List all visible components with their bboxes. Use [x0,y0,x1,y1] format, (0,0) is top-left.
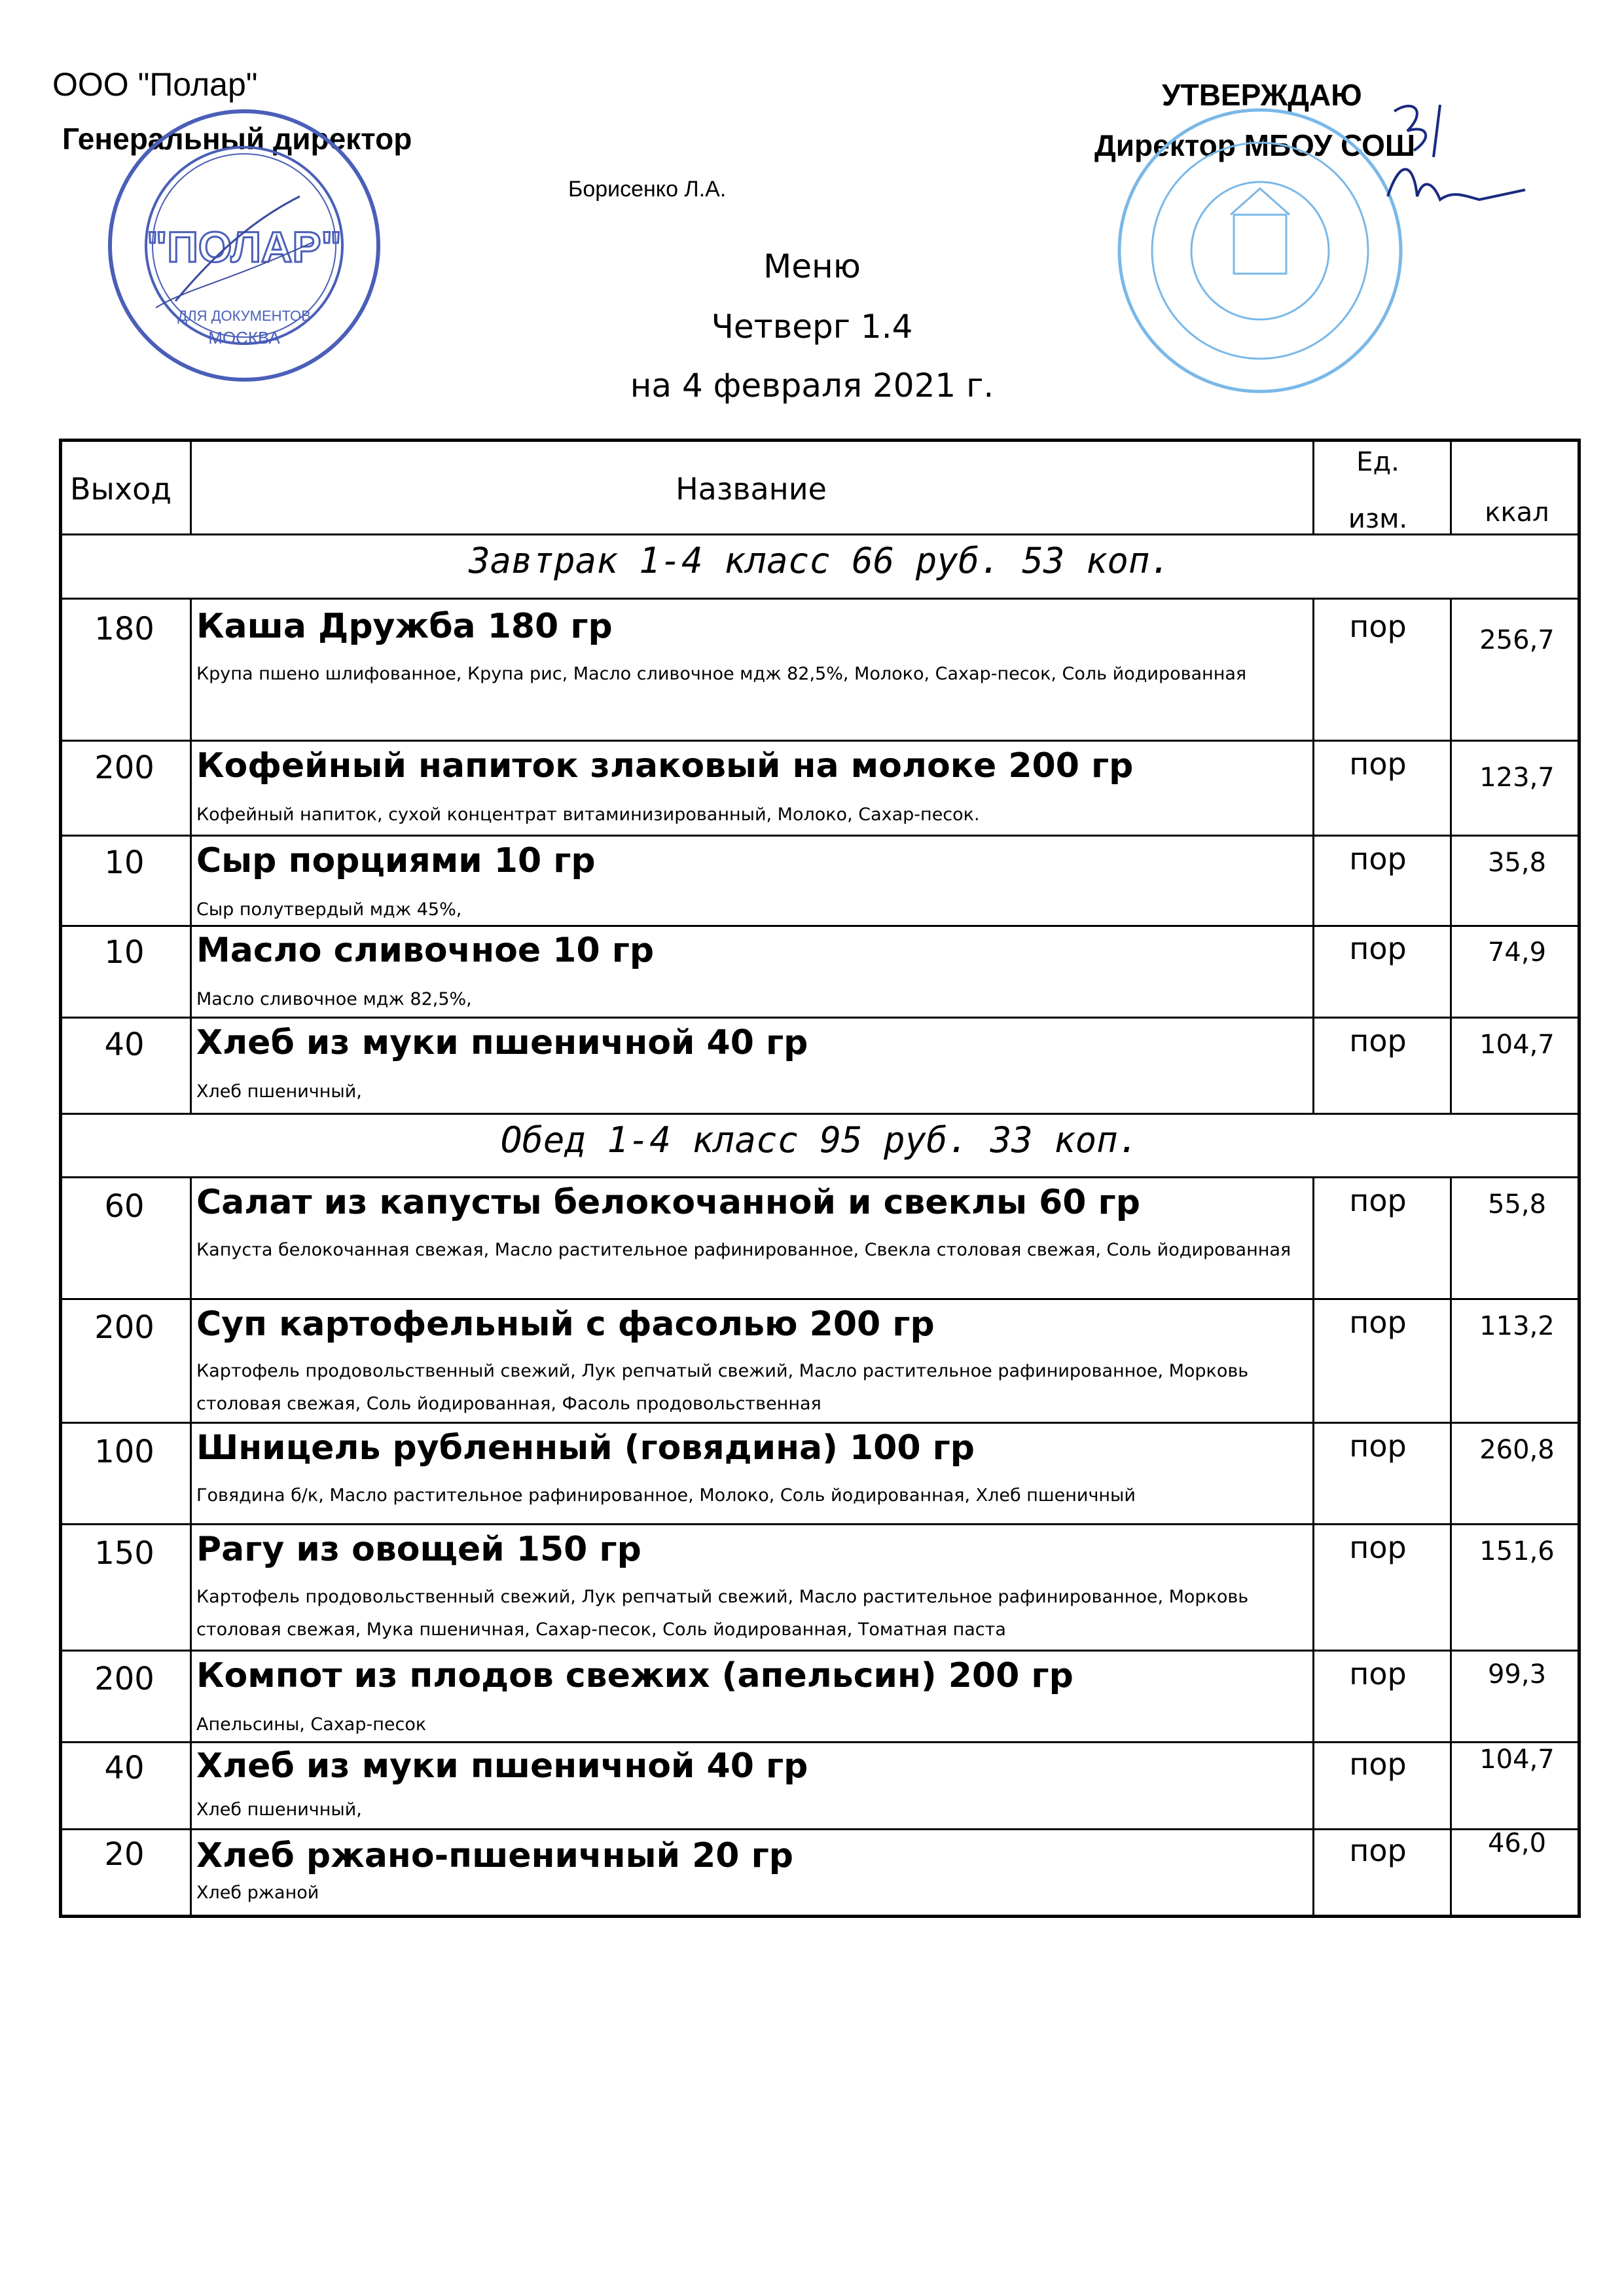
dish-name: Салат из капусты белокочанной и свеклы 60 гр [196,1183,1140,1222]
row-out: 200 [94,1661,154,1697]
company-stamp [97,92,391,399]
dish-name: Хлеб из муки пшеничной 40 гр [196,1023,808,1062]
dish-name: Сыр порциями 10 гр [196,841,596,880]
row-out: 200 [94,1309,154,1346]
section-breakfast-title: Завтрак 1-4 класс 66 руб. 53 коп. [469,540,1171,581]
dish-name: Компот из плодов свежих (апельсин) 200 гр [196,1656,1074,1695]
stamp-left-city: МОСКВА [208,328,280,348]
section-lunch-title: Обед 1-4 класс 95 руб. 33 коп. [500,1119,1140,1161]
dish-ingredients: Хлеб пшеничный, [196,1081,362,1102]
organization-name: ООО "Полар" [52,66,258,103]
row-kcal: 99,3 [1487,1659,1547,1690]
col-header-kcal: ккал [1485,497,1549,528]
row-kcal: 260,8 [1479,1435,1555,1465]
row-kcal: 123,7 [1479,763,1555,793]
dish-ingredients: Сыр полутвердый мдж 45%, [196,899,462,920]
row-kcal: 104,7 [1479,1030,1555,1060]
dish-ingredients: Апельсины, Сахар-песок [196,1714,427,1735]
row-unit: пор [1349,1428,1407,1464]
row-unit: пор [1349,1305,1407,1340]
col-header-name: Название [676,471,827,507]
dish-name: Рагу из овощей 150 гр [196,1530,641,1569]
row-kcal: 256,7 [1479,625,1555,655]
row-out: 180 [94,611,154,647]
col-header-out: Выход [70,471,172,507]
dish-ingredients: Масло сливочное мдж 82,5%, [196,989,472,1009]
col-header-unit-2: изм. [1348,504,1408,534]
row-out: 200 [94,750,154,786]
dish-name: Суп картофельный с фасолью 200 гр [196,1305,935,1344]
row-unit: пор [1349,746,1407,782]
row-unit: пор [1349,1530,1407,1565]
approve-label: УТВЕРЖДАЮ [1162,78,1362,112]
dish-ingredients: Кофейный напиток, сухой концентрат витаминизированный, Молоко, Сахар-песок. [196,804,980,825]
dish-name: Масло сливочное 10 гр [196,931,655,970]
dish-name: Хлеб из муки пшеничной 40 гр [196,1746,808,1786]
row-out: 20 [104,1836,145,1873]
signatory-name: Борисенко Л.А. [568,177,727,202]
dish-ingredients: Хлеб ржаной [196,1883,319,1903]
row-out: 40 [104,1026,145,1063]
dish-ingredients: Хлеб пшеничный, [196,1799,362,1820]
row-out: 40 [104,1750,145,1786]
row-unit: пор [1349,841,1407,876]
dish-name: Каша Дружба 180 гр [196,607,613,646]
row-out: 60 [104,1188,145,1225]
row-kcal: 104,7 [1479,1744,1555,1775]
row-unit: пор [1349,931,1407,966]
row-kcal: 113,2 [1479,1311,1555,1341]
menu-title: Меню [763,247,861,285]
left-position: Генеральный директор [62,122,412,156]
stamp-left-note: ДЛЯ ДОКУМЕНТОВ [177,308,311,324]
row-kcal: 35,8 [1487,848,1547,878]
menu-table [59,439,1581,1918]
row-out: 10 [104,844,145,881]
row-unit: пор [1349,1183,1407,1218]
row-unit: пор [1349,1746,1407,1782]
dish-name: Шницель рубленный (говядина) 100 гр [196,1428,975,1468]
row-unit: пор [1349,609,1407,644]
dish-ingredients: Крупа пшено шлифованное, Крупа рис, Масло сливочное мдж 82,5%, Молоко, Сахар-песок, Соль йодированная [196,664,1247,684]
row-kcal: 151,6 [1479,1536,1555,1566]
row-out: 150 [94,1535,154,1572]
stamp-left-name: "ПОЛАР" [147,223,342,271]
row-unit: пор [1349,1656,1407,1691]
dish-name: Кофейный напиток злаковый на молоке 200 гр [196,746,1134,786]
row-out: 100 [94,1434,154,1470]
menu-date: на 4 февраля 2021 г. [630,367,994,405]
col-header-unit-1: Ед. [1356,447,1399,477]
dish-ingredients: Капуста белокочанная свежая, Масло растительное рафинированное, Свекла столовая свежая, Соль йодированная [196,1240,1291,1260]
right-position: Директор МБОУ СОШ [1094,128,1416,162]
dish-ingredients: Картофель продовольственный свежий, Лук репчатый свежий, Масло растительное рафинированное, Морковь столовая свежая, Соль йодированная, Фасоль продовольственная [196,1361,1249,1414]
dish-ingredients: Картофель продовольственный свежий, Лук репчатый свежий, Масло растительное рафинированное, Морковь столовая свежая, Мука пшеничная, Сахар-песок, Соль йодированная, Томатная паста [196,1587,1249,1640]
signature [1368,85,1532,216]
row-out: 10 [104,934,145,971]
dish-name: Хлеб ржано-пшеничный 20 гр [196,1836,793,1875]
row-unit: пор [1349,1023,1407,1058]
row-kcal: 74,9 [1487,937,1547,967]
dish-ingredients: Говядина б/к, Масло растительное рафинированное, Молоко, Соль йодированная, Хлеб пшеничный [196,1485,1136,1506]
row-kcal: 46,0 [1487,1828,1547,1858]
menu-day: Четверг 1.4 [711,308,913,346]
row-unit: пор [1349,1833,1407,1868]
row-kcal: 55,8 [1487,1189,1547,1220]
